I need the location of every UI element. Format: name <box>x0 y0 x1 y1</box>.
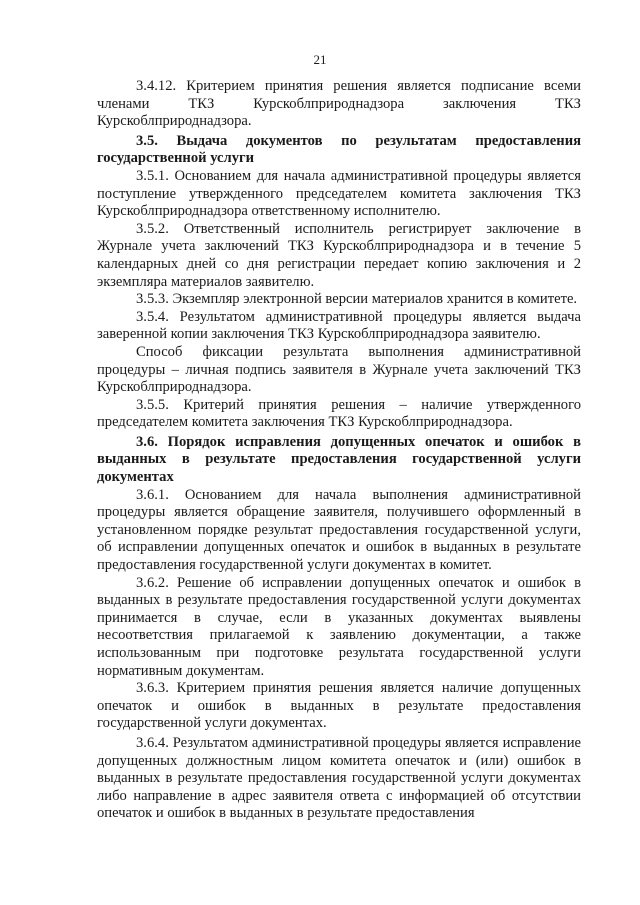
paragraph-3-4-12: 3.4.12. Критерием принятия решения является подписание всеми членами ТКЗ Курскоблприроднадзора заключения ТКЗ Курскоблприроднадзора. <box>97 78 581 130</box>
paragraph-3-6-2: 3.6.2. Решение об исправлении допущенных опечаток и ошибок в выданных в результате предоставления государственной услуги документах принимается в случае, если в указанных документах выявлены несоответствия прилагаемой к заявлению документации, а также использованным при подготовке результата государственной услуги нормативным документам. <box>97 574 581 679</box>
page-number: 21 <box>313 52 327 67</box>
paragraph-fixation-method: Способ фиксации результата выполнения административной процедуры – личная подпись заявителя в Журнале учета заключений ТКЗ Курскоблприроднадзора. <box>97 343 581 396</box>
section-heading-3-6: 3.6. Порядок исправления допущенных опечаток и ошибок в выданных в результате предоставления государственной услуги документах <box>97 433 581 486</box>
paragraph-3-6-4: 3.6.4. Результатом административной процедуры является исправление допущенных должностным лицом комитета опечаток и (или) ошибок в выданных в результате предоставления государственной услуги документах либо направление в адрес заявителя ответа с информацией об отсутствии опечаток и ошибок в выданных в результате предоставления <box>97 734 581 822</box>
paragraph-3-6-3: 3.6.3. Критерием принятия решения является наличие допущенных опечаток и ошибок в выданных в результате предоставления государственной услуги документах. <box>97 680 581 732</box>
paragraph-3-5-1: 3.5.1. Основанием для начала административной процедуры является поступление утвержденного председателем комитета заключения ТКЗ Курскоблприроднадзора ответственному исполнителю. <box>97 167 581 220</box>
paragraph-3-5-2: 3.5.2. Ответственный исполнитель регистрирует заключение в Журнале учета заключений ТКЗ Курскоблприроднадзора и в течение 5 календарных дней со дня регистрации передает копию заключения и 2 экземпляра материалов заявителю. <box>97 220 581 290</box>
document-body <box>97 78 581 823</box>
paragraph-3-5-5: 3.5.5. Критерий принятия решения – наличие утвержденного председателем комитета заключения ТКЗ Курскоблприроднадзора. <box>97 396 581 431</box>
paragraph-3-6-1: 3.6.1. Основанием для начала выполнения административной процедуры является обращение заявителя, получившего оформленный в установленном порядке результат предоставления государственной услуги, об исправлении допущенных опечаток и ошибок в выданных в результате предоставления государственной услуги документах в комитет. <box>97 486 581 574</box>
section-heading-3-5: 3.5. Выдача документов по результатам предоставления государственной услуги <box>97 132 581 167</box>
paragraph-3-5-3: 3.5.3. Экземпляр электронной версии материалов хранится в комитете. <box>136 291 578 308</box>
paragraph-3-5-4: 3.5.4. Результатом административной процедуры является выдача заверенной копии заключения ТКЗ Курскоблприроднадзора заявителю. <box>97 308 581 343</box>
